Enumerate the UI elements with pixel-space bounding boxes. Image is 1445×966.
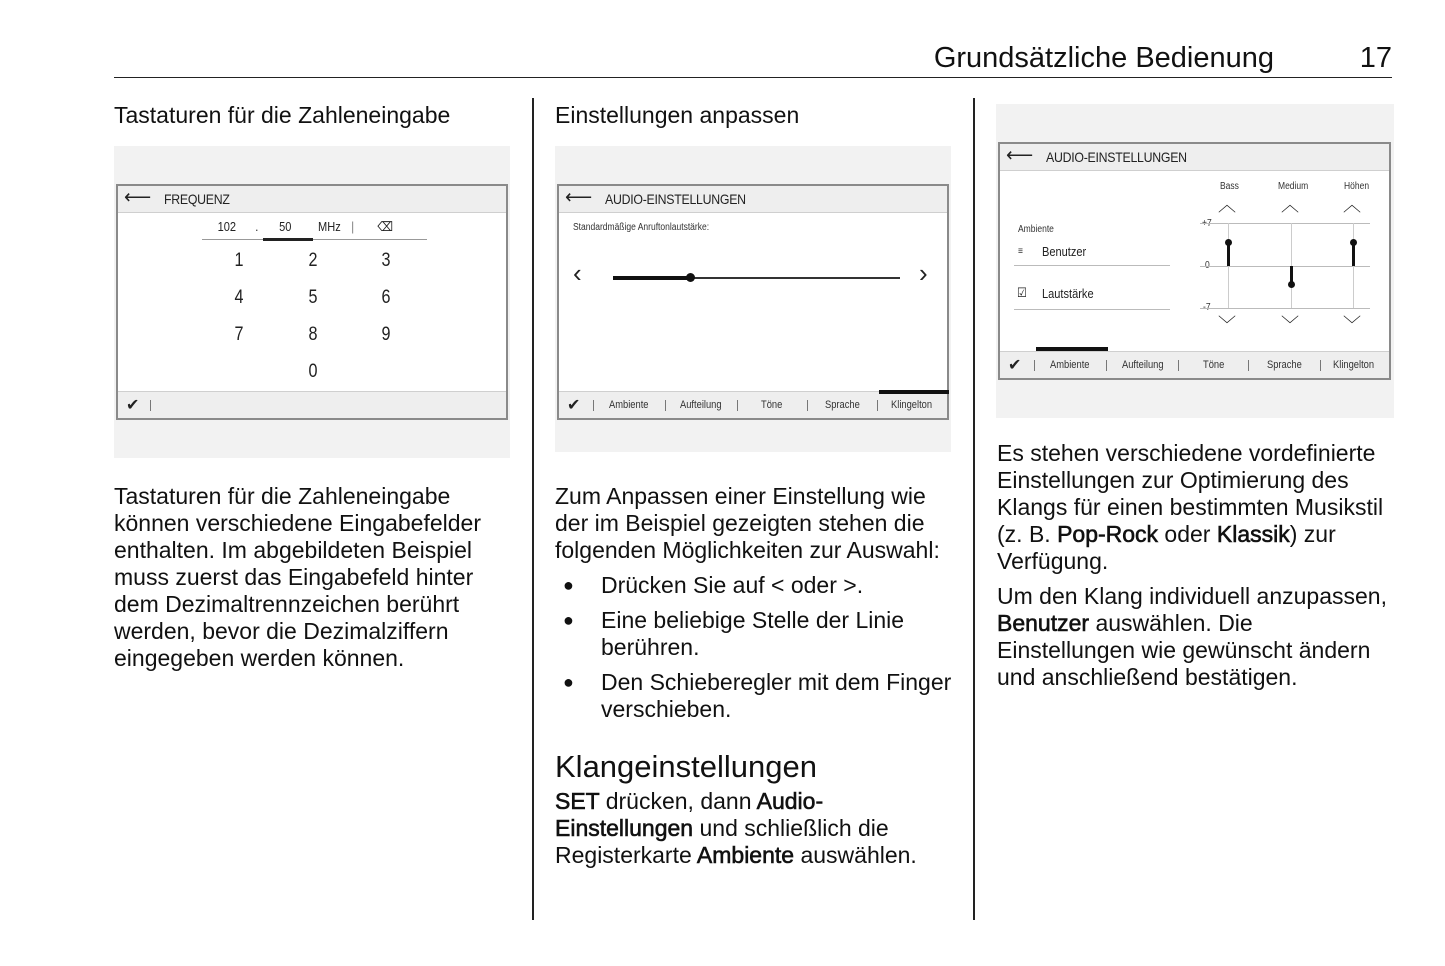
slider-decrease-icon[interactable]: ‹ [573,258,582,288]
keyword-set: SET [555,788,600,814]
klang-instructions [555,788,955,869]
backspace-icon[interactable]: ⌫ [377,219,394,234]
slider-fill [613,276,690,280]
screen-bottombar [118,391,506,418]
adjust-intro: Zum Anpassen einer Einstellung wie der im Beispiel gezeigten stehen die folgenden Möglichkeiten zur Auswahl: [555,483,940,563]
text-run: drücken, dann [599,788,757,814]
grid-line [1200,223,1370,224]
tab-separator [593,400,594,411]
tab-sprache[interactable]: Sprache [825,399,860,411]
frequency-keypad-screen [116,184,508,420]
screen-bottombar [1000,351,1389,378]
screen-title: FREQUENZ [164,191,230,207]
key-0[interactable]: 0 [308,361,318,382]
medium-down-icon[interactable]: ﹀ [1281,315,1299,335]
tab-separator [807,400,808,411]
confirm-check-icon[interactable]: ✔ [126,397,140,414]
screen-title: AUDIO-EINSTELLUNGEN [1046,149,1187,165]
hoehen-down-icon[interactable]: ﹀ [1343,315,1361,335]
key-2[interactable]: 2 [308,250,318,271]
hoehen-slider-handle[interactable] [1350,239,1357,246]
text-run: und schließlich die Registerkarte [555,815,889,868]
slider-label: Standardmäßige Anruftonlautstärke: [573,222,710,233]
back-arrow-icon[interactable]: ⟵ [124,187,152,208]
list-item: ● Eine beliebige Stelle der Linie berühren. [555,607,955,661]
tab-separator [1178,360,1179,371]
key-6[interactable]: 6 [381,287,391,308]
medium-slider-handle[interactable] [1288,281,1295,288]
tab-klingelton[interactable]: Klingelton [1333,359,1375,371]
divider [1014,309,1170,310]
heading-keypad: Tastaturen für die Zahleneingabe [114,102,451,128]
bass-down-icon[interactable]: ﹀ [1218,315,1236,335]
band-label-bass: Bass [1220,181,1239,192]
slider-handle[interactable] [686,273,695,282]
text-run: auswählen. Die Einstellungen wie gewünscht ändern und anschließend bestätigen. [997,610,1371,690]
band-label-medium: Medium [1278,181,1309,192]
tab-klingelton[interactable]: Klingelton [891,399,933,411]
screen-titlebar [118,186,506,213]
key-8[interactable]: 8 [308,324,318,345]
tab-toene[interactable]: Töne [1203,359,1225,371]
screen-titlebar [559,186,947,213]
section-heading-klangeinstellungen: Klangeinstellungen [555,749,817,784]
input-underline [202,239,427,240]
text-run: Um den Klang individuell anzupassen, [997,583,1387,609]
tab-aufteilung[interactable]: Aufteilung [1122,359,1164,371]
confirm-check-icon[interactable]: ✔ [567,397,581,414]
text-run: oder [1158,521,1217,547]
divider [1014,265,1170,266]
column-1 [114,100,514,130]
page-number: 17 [1359,42,1392,74]
tab-ambiente[interactable]: Ambiente [609,399,649,411]
back-arrow-icon[interactable]: ⟵ [1006,145,1034,166]
screen-bottombar [559,391,947,418]
list-item: ● Den Schieberegler mit dem Finger verschieben. [555,669,955,723]
band-label-hoehen: Höhen [1344,181,1370,192]
grid-line [1200,308,1370,309]
page-title: Grundsätzliche Bedienung [933,42,1274,74]
equalizer-screenshot [996,104,1394,418]
column-2 [555,100,955,130]
keyword-klassik: Klassik [1216,521,1290,547]
keypad-screenshot [114,146,510,458]
key-3[interactable]: 3 [381,250,391,271]
tab-aufteilung[interactable]: Aufteilung [680,399,722,411]
tab-separator [150,400,151,411]
tab-separator [1320,360,1321,371]
frequency-integer-field[interactable]: 102 [217,219,237,234]
key-1[interactable]: 1 [234,250,244,271]
list-item: ● Drücken Sie auf < oder >. [555,572,955,599]
loudness-option[interactable]: Lautstärke [1042,286,1094,301]
preset-icon: ≡ [1018,246,1023,257]
keyword-benutzer: Benutzer [997,610,1090,636]
heading-adjust-settings: Einstellungen anpassen [555,102,800,128]
grid-line [1200,266,1370,267]
hoehen-up-icon[interactable]: ︿ [1343,195,1361,215]
slider-screenshot [555,146,951,452]
screen-titlebar [1000,144,1389,171]
medium-up-icon[interactable]: ︿ [1281,195,1299,215]
column-divider [973,98,975,920]
screen-title: AUDIO-EINSTELLUNGEN [605,191,746,207]
tab-separator [877,400,878,411]
audio-equalizer-screen [998,142,1391,380]
page-header [114,40,1392,78]
tab-sprache[interactable]: Sprache [1267,359,1302,371]
confirm-check-icon[interactable]: ✔ [1008,357,1022,374]
tab-toene[interactable]: Töne [761,399,783,411]
ambiente-label: Ambiente [1018,224,1054,235]
tab-separator [1034,360,1035,371]
key-9[interactable]: 9 [381,324,391,345]
checkbox-icon[interactable]: ☑ [1017,285,1027,300]
key-5[interactable]: 5 [308,287,318,308]
tab-ambiente[interactable]: Ambiente [1050,359,1090,371]
active-tab-indicator [879,390,949,394]
column-3-text [997,440,1397,699]
tab-separator [737,400,738,411]
key-7[interactable]: 7 [234,324,244,345]
keyword-pop-rock: Pop-Rock [1057,521,1159,547]
text-run: Es stehen verschiedene vordefinierte Einstellungen zur Optimierung des Klangs für einen bestimmten Musikstil (z. B. [997,440,1384,547]
audio-slider-screen [557,184,949,420]
active-field-indicator [263,238,313,241]
custom-paragraph [997,583,1397,691]
text-run: auswählen. [794,842,917,868]
field-separator: | [351,219,355,234]
frequency-decimal-field[interactable]: 50 [279,219,292,234]
tab-separator [1106,360,1107,371]
bass-slider-handle[interactable] [1225,239,1232,246]
keyword-ambiente: Ambiente [696,842,795,868]
text-run: ) zur Verfügung. [997,521,1336,574]
preset-benutzer[interactable]: Benutzer [1042,244,1087,259]
back-arrow-icon[interactable]: ⟵ [565,187,593,208]
tab-separator [1248,360,1249,371]
tab-separator [665,400,666,411]
keyword-audio-einstellungen: Audio-Einstellungen [555,788,824,841]
key-4[interactable]: 4 [234,287,244,308]
adjust-options-list [555,572,955,723]
presets-paragraph [997,440,1397,575]
decimal-separator: . [255,219,259,234]
column-2-text [555,483,955,869]
unit-label: MHz [318,219,341,234]
slider-increase-icon[interactable]: › [919,258,928,288]
column-divider [532,98,534,920]
keypad-description: Tastaturen für die Zahleneingabe können verschiedene Eingabefelder enthalten. Im abgebildeten Beispiel muss zuerst das Eingabefeld hinter dem Dezimaltrennzeichen berührt werden, bevor die Dezimalziffern eingegeben werden können. [114,483,481,671]
bass-up-icon[interactable]: ︿ [1218,195,1236,215]
